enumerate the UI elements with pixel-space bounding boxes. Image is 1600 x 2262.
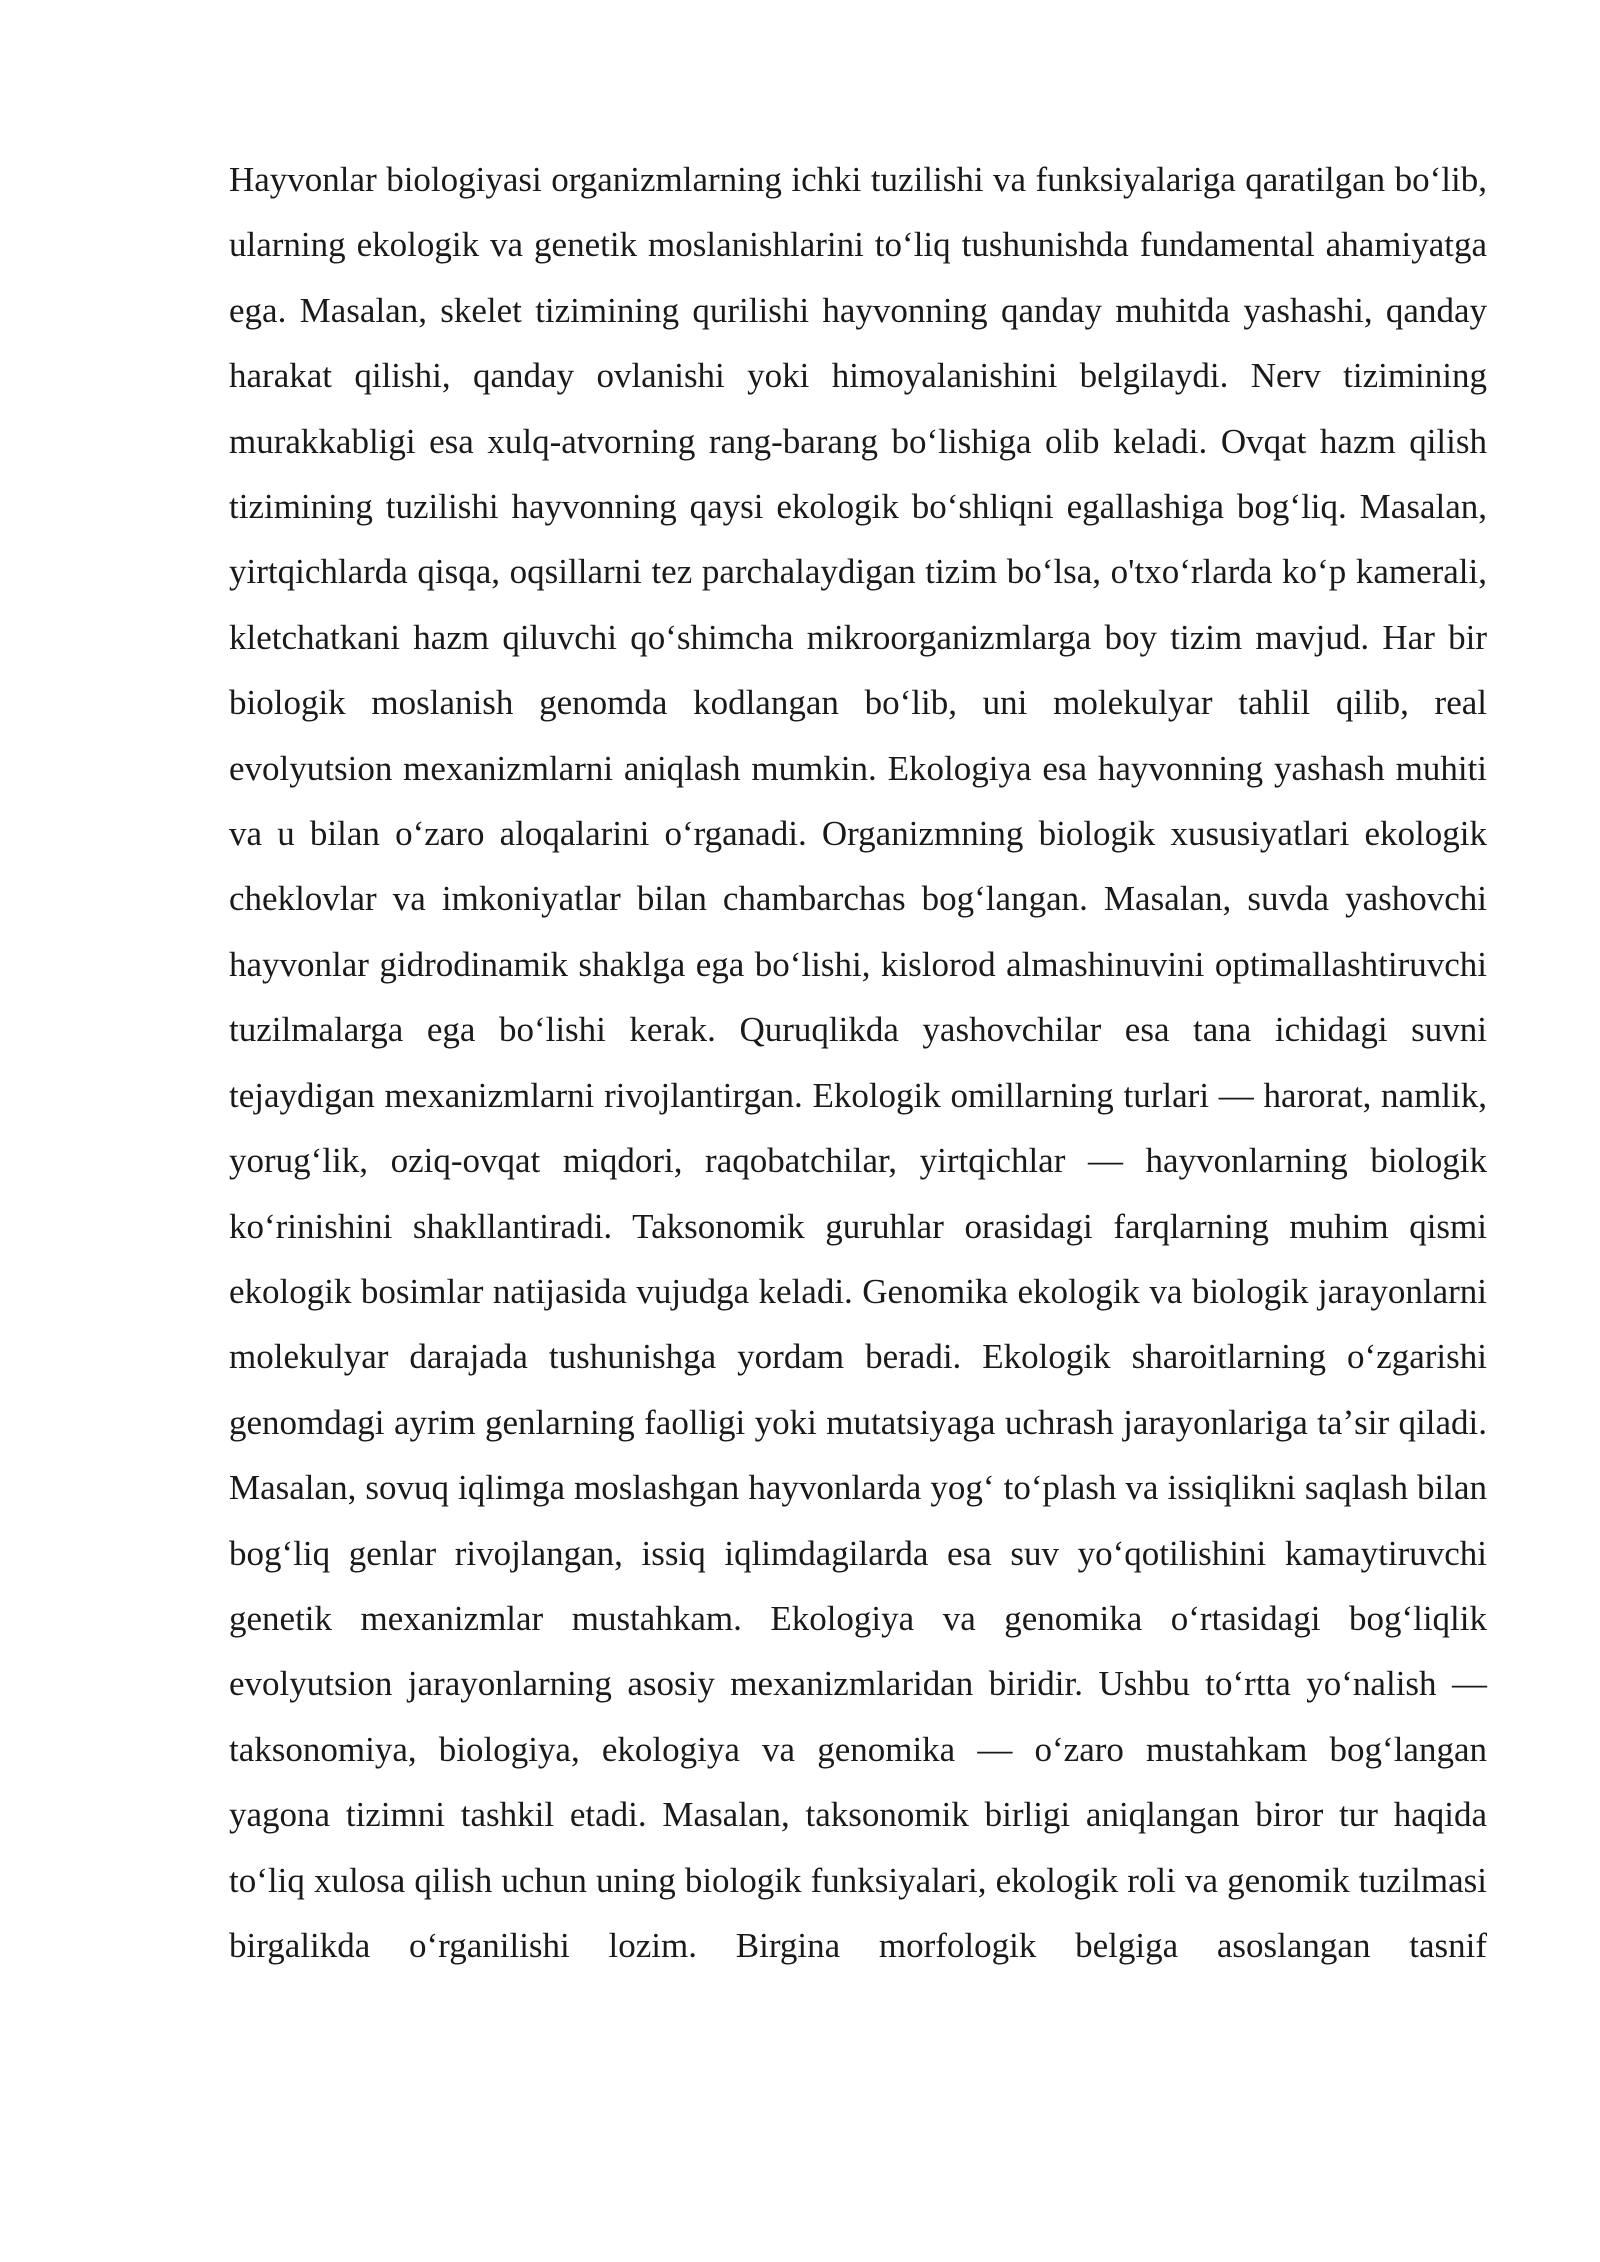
body-paragraph: Hayvonlar biologiyasi organizmlarning ichki tuzilishi va funksiyalariga qaratilgan boʻlib, ularning ekologik va genetik moslanishlarini toʻliq tushunishda fundamental ahamiyatga ega. Masalan, skelet tizimining qurilishi hayvonning qanday muhitda yashashi, qanday harakat qilishi, qanday ovlanishi yoki himoyalanishini belgilaydi. Nerv tizimining murakkabligi esa xulq-atvorning rang-barang boʻlishiga olib keladi. Ovqat hazm qilish tizimining tuzilishi hayvonning qaysi ekologik boʻshliqni egallashiga bogʻliq. Masalan, yirtqichlarda qisqa, oqsillarni tez parchalaydigan tizim boʻlsa, o'txoʻrlarda koʻp kamerali, kletchatkani hazm qiluvchi qoʻshimcha mikroorganizmlarga boy tizim mavjud. Har bir biologik moslanish genomda kodlangan boʻlib, uni molekulyar tahlil qilib, real evolyutsion mexanizmlarni aniqlash mumkin. Ekologiya esa hayvonning yashash muhiti va u bilan oʻzaro aloqalarini oʻrganadi. Organizmning biologik xususiyatlari ekologik cheklovlar va imkoniyatlar bilan chambarchas bogʻlangan. Masalan, suvda yashovchi hayvonlar gidrodinamik shaklga ega boʻlishi, kislorod almashinuvini optimallashtiruvchi tuzilmalarga ega boʻlishi kerak. Quruqlikda yashovchilar esa tana ichidagi suvni tejaydigan mexanizmlarni rivojlantirgan. Ekologik omillarning turlari — harorat, namlik, yorugʻlik, oziq-ovqat miqdori, raqobatchilar, yirtqichlar — hayvonlarning biologik koʻrinishini shakllantiradi. Taksonomik guruhlar orasidagi farqlarning muhim qismi ekologik bosimlar natijasida vujudga keladi. Genomika ekologik va biologik jarayonlarni molekulyar darajada tushunishga yordam beradi. Ekologik sharoitlarning oʻzgarishi genomdagi ayrim genlarning faolligi yoki mutatsiyaga uchrash jarayonlariga taʼsir qiladi. Masalan, sovuq iqlimga moslashgan hayvonlarda yogʻ toʻplash va issiqlikni saqlash bilan bogʻliq genlar rivojlangan, issiq iqlimdagilarda esa suv yoʻqotilishini kamaytiruvchi genetik mexanizmlar mustahkam. Ekologiya va genomika oʻrtasidagi bogʻliqlik evolyutsion jarayonlarning asosiy mexanizmlaridan biridir. Ushbu toʻrtta yoʻnalish — taksonomiya, biologiya, ekologiya va genomika — oʻzaro mustahkam bogʻlangan yagona tizimni tashkil etadi. Masalan, taksonomik birligi aniqlangan biror tur haqida toʻliq xulosa qilish uchun uning biologik funksiyalari, ekologik roli va genomik tuzilmasi birgalikda oʻrganilishi lozim. Birgina morfologik belgiga asoslangan tasnif (229, 160, 1487, 1965)
